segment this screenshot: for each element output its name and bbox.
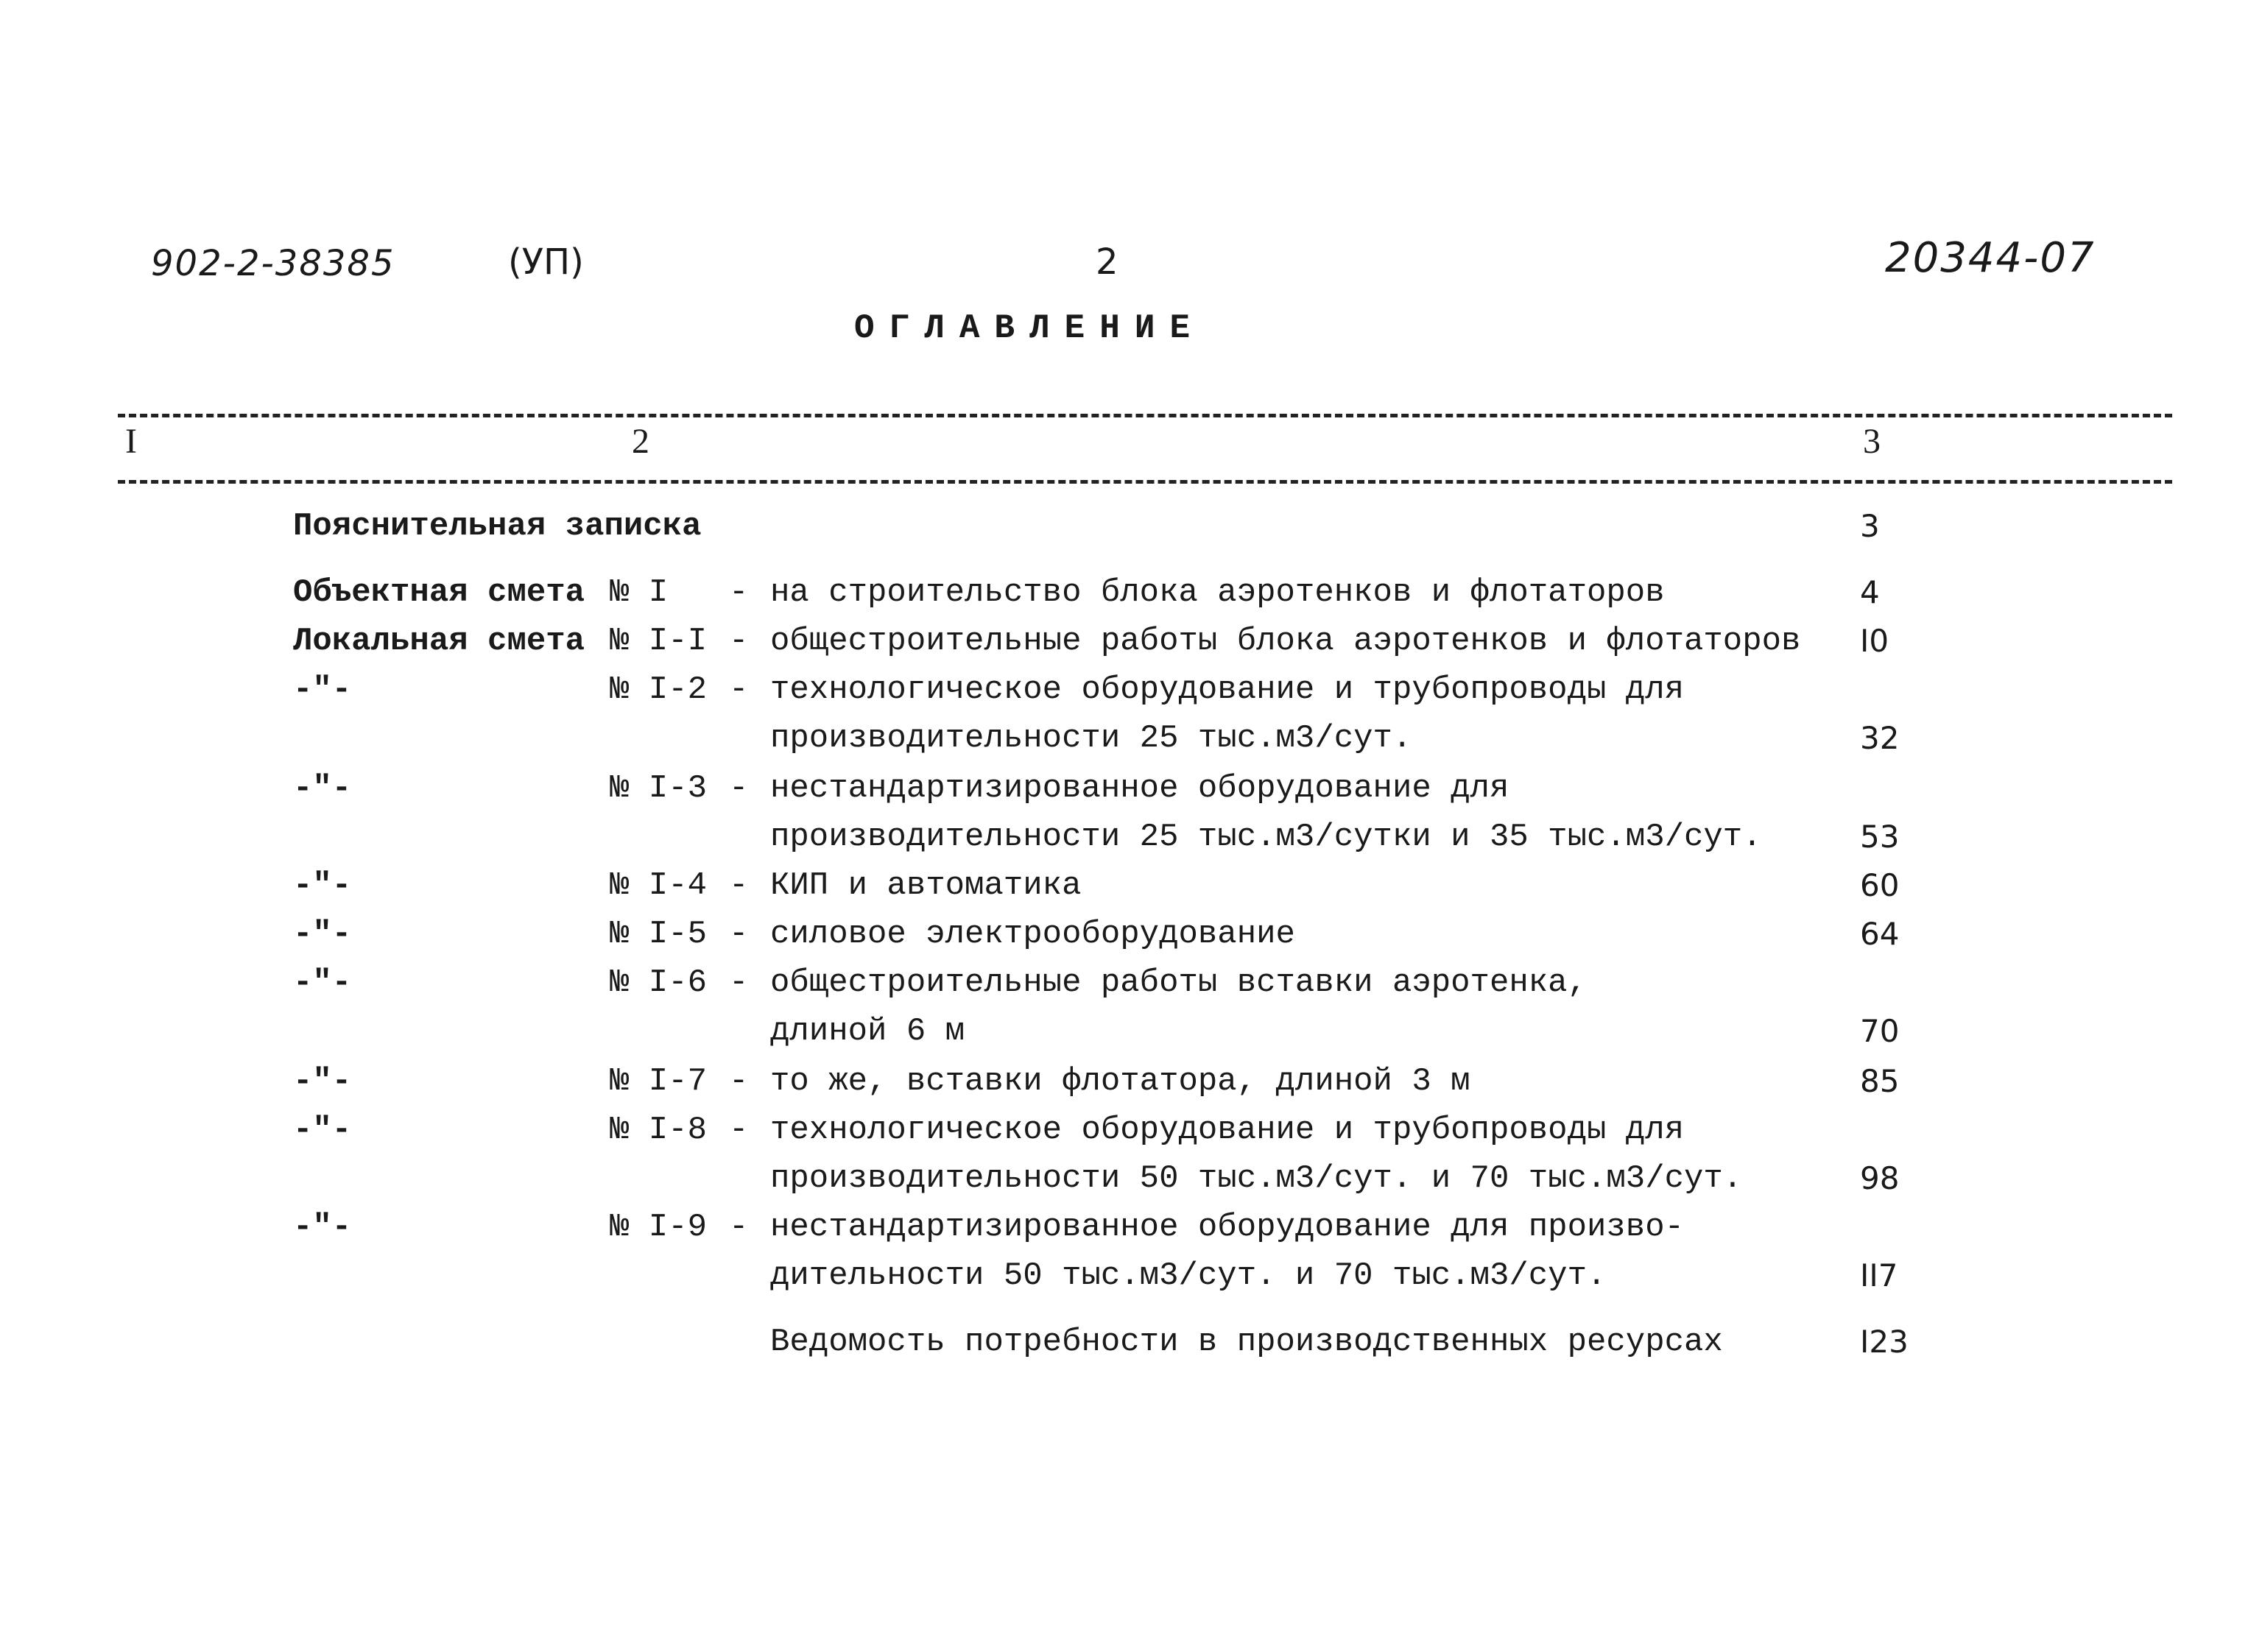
toc-row xyxy=(0,568,2262,617)
toc-description: технологическое оборудование и трубопроводы для xyxy=(770,671,1685,708)
toc-row xyxy=(0,1057,2262,1106)
toc-lead: -"- xyxy=(293,964,352,1001)
toc-description: то же, вставки флотатора, длиной 3 м xyxy=(770,1063,1470,1100)
toc-description: общестроительные работы блока аэротенков и флотаторов xyxy=(770,623,1801,660)
toc-page: II7 xyxy=(1860,1257,1898,1293)
toc-row xyxy=(0,666,2262,714)
page-title: ОГЛАВЛЕНИЕ xyxy=(854,309,1205,347)
toc-number: № I-9 xyxy=(610,1209,708,1246)
toc-description: дительности 50 тыс.м3/сут. и 70 тыс.м3/сут. xyxy=(770,1257,1607,1294)
toc-description: силовое электрооборудование xyxy=(770,916,1295,953)
toc-dash: - xyxy=(729,1112,749,1148)
toc-page: 60 xyxy=(1860,867,1900,903)
toc-lead: -"- xyxy=(293,1112,352,1148)
toc-dash: - xyxy=(729,916,749,953)
toc-number: № I-3 xyxy=(610,770,708,807)
toc-row xyxy=(0,813,2262,861)
toc-page: 3 xyxy=(1860,508,1880,544)
toc-lead: -"- xyxy=(293,671,352,708)
toc-row xyxy=(0,1154,2262,1203)
toc-page: I0 xyxy=(1860,623,1889,659)
toc-number: № I-4 xyxy=(610,867,708,904)
toc-description: КИП и автоматика xyxy=(770,867,1082,904)
toc-dash: - xyxy=(729,770,749,807)
toc-row xyxy=(0,861,2262,910)
toc-row xyxy=(0,1106,2262,1154)
toc-dash: - xyxy=(729,867,749,904)
page-number: 2 xyxy=(1096,241,1118,283)
toc-row xyxy=(0,959,2262,1007)
column-header-3: 3 xyxy=(1863,422,1881,461)
toc-dash: - xyxy=(729,671,749,708)
toc-description: общестроительные работы вставки аэротенка, xyxy=(770,964,1587,1001)
toc-page: 85 xyxy=(1860,1063,1900,1099)
toc-description: нестандартизированное оборудование для произво- xyxy=(770,1209,1685,1246)
toc-number: № I-7 xyxy=(610,1063,708,1100)
toc-dash: - xyxy=(729,623,749,660)
toc-description: на строительство блока аэротенков и флотаторов xyxy=(770,574,1665,611)
toc-page: 64 xyxy=(1860,916,1900,952)
toc-page: 32 xyxy=(1860,720,1900,756)
toc-lead: -"- xyxy=(293,1063,352,1100)
toc-row xyxy=(0,1203,2262,1252)
toc-row xyxy=(0,617,2262,666)
toc-number: № I xyxy=(610,574,669,611)
toc-dash: - xyxy=(729,1209,749,1246)
toc-description: производительности 25 тыс.м3/сутки и 35 тыс.м3/сут. xyxy=(770,819,1762,855)
document-part: (УП) xyxy=(508,241,584,283)
toc-number: № I-8 xyxy=(610,1112,708,1148)
toc-lead: -"- xyxy=(293,867,352,904)
toc-lead: Объектная смета xyxy=(293,574,585,611)
toc-row xyxy=(0,1318,2262,1366)
toc-lead: Пояснительная записка xyxy=(293,508,702,545)
toc-row xyxy=(0,714,2262,763)
toc-description: нестандартизированное оборудование для xyxy=(770,770,1509,807)
toc-page: I23 xyxy=(1860,1324,1909,1360)
toc-page: 98 xyxy=(1860,1160,1900,1196)
toc-row xyxy=(0,764,2262,813)
toc-lead: -"- xyxy=(293,770,352,807)
toc-lead: -"- xyxy=(293,1209,352,1246)
toc-dash: - xyxy=(729,574,749,611)
toc-number: № I-2 xyxy=(610,671,708,708)
toc-page: 70 xyxy=(1860,1013,1900,1049)
document-code: 902-2-38385 xyxy=(151,243,395,284)
toc-lead: -"- xyxy=(293,916,352,953)
toc-number: № I-I xyxy=(610,623,708,660)
column-header-1: I xyxy=(125,422,137,461)
toc-description: длиной 6 м xyxy=(770,1013,965,1050)
toc-number: № I-5 xyxy=(610,916,708,953)
toc-description: Ведомость потребности в производственных ресурсах xyxy=(770,1324,1723,1360)
toc-dash: - xyxy=(729,964,749,1001)
document-number: 20344-07 xyxy=(1885,234,2096,282)
toc-dash: - xyxy=(729,1063,749,1100)
toc-page: 4 xyxy=(1860,574,1880,610)
toc-row xyxy=(0,1252,2262,1300)
column-header-2: 2 xyxy=(632,422,649,461)
toc-row xyxy=(0,910,2262,959)
toc-number: № I-6 xyxy=(610,964,708,1001)
toc-description: производительности 25 тыс.м3/сут. xyxy=(770,720,1412,757)
toc-row xyxy=(0,502,2262,551)
toc-lead: Локальная смета xyxy=(293,623,585,660)
toc-description: технологическое оборудование и трубопроводы для xyxy=(770,1112,1685,1148)
toc-description: производительности 50 тыс.м3/сут. и 70 тыс.м3/сут. xyxy=(770,1160,1743,1197)
toc-page: 53 xyxy=(1860,819,1900,855)
toc-row xyxy=(0,1007,2262,1056)
